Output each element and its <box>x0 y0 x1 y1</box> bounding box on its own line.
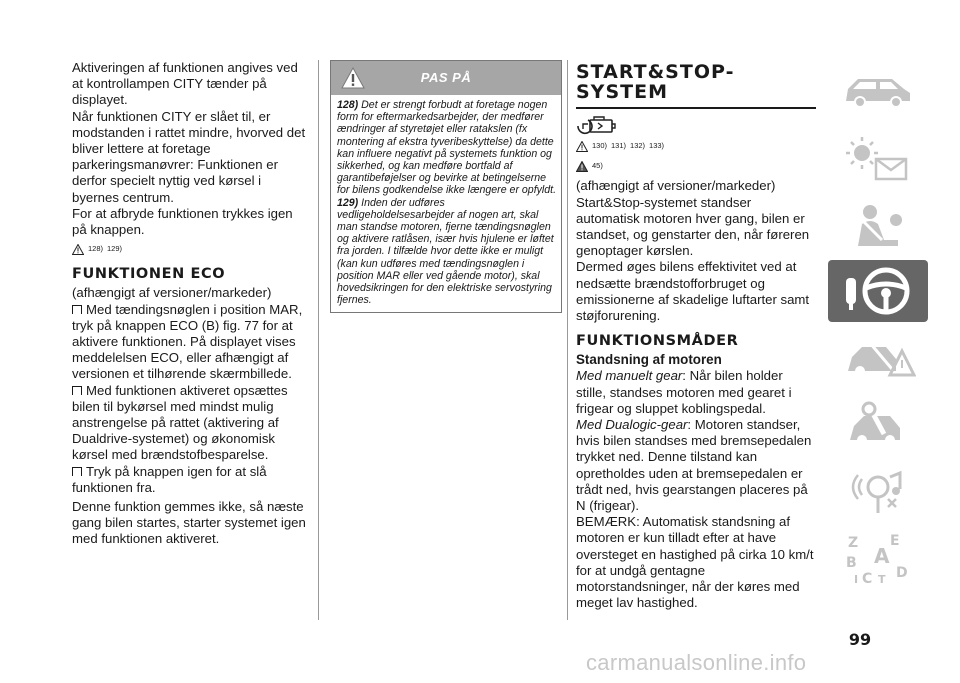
subtitle-versions: (afhængigt af versioner/markeder) <box>72 285 272 301</box>
column-left <box>72 60 310 548</box>
tab-index[interactable] <box>828 528 928 590</box>
warning-header <box>331 61 561 95</box>
heading-operation-modes: FUNKTIONSMÅDER <box>576 333 739 350</box>
start-stop-indicator <box>576 115 816 135</box>
bullet-item <box>72 464 310 496</box>
tab-starting-driving[interactable] <box>828 260 928 322</box>
warning-references <box>576 138 816 154</box>
bullet-item <box>72 302 310 383</box>
tab-emergency[interactable] <box>828 327 928 389</box>
index-letter: E <box>890 532 900 549</box>
manual-gear-text: : Når bilen holder stille, standses motoren med gearet i frigear og sluppet koblingspedal. <box>576 368 792 416</box>
paragraph-dualogic-gear <box>576 417 816 514</box>
warning-triangle-icon <box>576 141 588 152</box>
paragraph-eco-memory: Denne funktion gemmes ikke, så næste gang bilen startes, starter systemet igen med funktionen aktiveret. <box>72 499 306 547</box>
dualogic-gear-text: : Motoren standser, hvis bilen standses med bremsepedalen trykket ned. Denne tilstand kan opretholdes uden at bremsepedalen er trådt ned, hvis gearstangen placeres på N (frigear). <box>576 417 812 514</box>
section-title: START&STOP-SYSTEM <box>576 61 735 103</box>
index-letter: B <box>846 554 857 571</box>
reference-45[interactable]: 45) <box>592 161 603 171</box>
warning-item-128 <box>337 99 557 197</box>
index-letters-icon <box>840 531 916 587</box>
paragraph-city-disable: For at afbryde funktionen trykkes igen på knappen. <box>72 205 293 238</box>
dualogic-gear-label: Med Dualogic-gear <box>576 417 688 433</box>
column-right <box>576 62 816 611</box>
column-middle <box>330 60 562 313</box>
bullet-icon <box>72 467 82 476</box>
tab-warning-lights[interactable] <box>828 127 928 189</box>
breakdown-icon <box>840 333 916 383</box>
manual-gear-label: Med manuelt gear <box>576 368 683 384</box>
bullet-text: Med funktionen aktiveret opsættes bilen til bykørsel med mindst mulig anstrengelse på rattet (aktivering af Dualdrive-systemet) og økonomisk kørsel med brændstofbesparelse. <box>72 382 288 463</box>
warning-title: PAS PÅ <box>420 70 472 85</box>
warning-triangle-icon <box>72 244 84 255</box>
bullet-item <box>72 383 310 464</box>
bullet-text: Med tændingsnøglen i position MAR, tryk på knappen ECO (B) fig. 77 for at aktivere funktionen. På displayet vises meddelelsen ECO, eller afhængigt af versionen et tilhørende skærmbillede. <box>72 301 303 382</box>
warning-number: 129) <box>337 196 359 209</box>
title-underline <box>576 107 816 109</box>
reference-131[interactable]: 131) <box>611 141 627 150</box>
index-letter: C <box>862 570 873 587</box>
car-icon <box>840 71 916 111</box>
reference-130[interactable]: 130) <box>592 141 608 150</box>
warning-text: Det er strengt forbudt at foretage nogen form for eftermarkedsarbejder, der medfører ændringer af styretøjet eller ratakslen (fx montering af ekstra tyveribeskyttelse) da dette kan influere negativt på systemets funktion og sikkerhed, og kan medføre bortfald af garantibeføjelser og bevirke at betingelserne for bilens godkendelse ikke længere er opfyldt. <box>337 99 557 197</box>
bullet-icon <box>72 386 82 395</box>
reference-132[interactable]: 132) <box>630 141 646 150</box>
column-divider <box>567 60 568 620</box>
subheading-engine-stop: Standsning af motoren <box>576 352 722 368</box>
tab-car[interactable] <box>828 60 928 122</box>
column-divider <box>318 60 319 620</box>
bullet-icon <box>72 305 82 314</box>
reference-133[interactable]: 133) <box>649 141 665 150</box>
tab-safety[interactable] <box>828 194 928 256</box>
key-steering-wheel-icon <box>840 264 916 318</box>
multimedia-icon <box>840 465 916 519</box>
caution-references <box>576 158 816 174</box>
paragraph-start-stop-benefits: Dermed øges bilens effektivitet ved at nedsætte brændstofforbruget og emissionerne af skadelige luftarter samt støjforurening. <box>576 259 810 324</box>
warning-number: 128) <box>337 99 359 111</box>
index-letter: D <box>896 564 908 581</box>
warning-box <box>330 60 562 313</box>
chapter-sidebar <box>828 60 928 594</box>
warning-text: Inden der udføres vedligeholdelsesarbejder af nogen art, skal man standse motoren, fjerne tændingsnøglen og aktivere ratlåsen, især hvis hjulene er løftet fra jorden. I tilfælde hvor dette ikke er muligt (kan kun udføres med tændingsnøglen i position MAR eller ved gående motor), skal hovedsikringen for den elektriske servostyring fjernes. <box>337 196 554 307</box>
reference-128[interactable]: 128) <box>88 244 104 254</box>
index-letter: T <box>878 572 886 586</box>
warning-lights-icon <box>840 133 916 183</box>
subtitle-versions: (afhængigt af versioner/markeder) <box>576 178 776 194</box>
heading-eco: FUNKTIONEN ECO <box>72 266 226 283</box>
watermark-text[interactable]: carmanualsonline.info <box>586 650 807 675</box>
paragraph-start-stop-intro: Start&Stop-systemet standser automatisk motoren hver gang, bilen er standset, og genstarter den, når føreren genoptager kørslen. <box>576 194 810 259</box>
paragraph-city-description: Når funktionen CITY er slået til, er modstanden i rattet mindre, hvorved det bliver lettere at foretage parkeringsmanøvrer: Funktionen er derfor specielt nyttig ved kørsel i byernes centrum. <box>72 108 306 205</box>
paragraph-city-indicator: Aktiveringen af funktionen angives ved at kontrollampen CITY tænder på displayet. <box>72 60 298 108</box>
index-letter: I <box>854 572 859 586</box>
paragraph-manual-gear <box>576 368 816 417</box>
seatbelt-person-icon <box>840 200 916 250</box>
warning-body <box>331 95 561 312</box>
index-letter: A <box>874 543 890 568</box>
paragraph-note: BEMÆRK: Automatisk standsning af motoren er kun tilladt efter at have oversteget en hastighed på cirka 10 km/t for at undgå gentagne motorstandsninger, når der køres med meget lav hastighed. <box>576 514 814 611</box>
start-stop-engine-icon <box>576 115 616 135</box>
wrench-car-icon <box>840 400 916 450</box>
tab-multimedia[interactable] <box>828 461 928 523</box>
reference-129[interactable]: 129) <box>107 244 123 254</box>
page-number: 99 <box>848 630 872 649</box>
caution-triangle-icon <box>576 161 588 172</box>
tab-maintenance[interactable] <box>828 394 928 456</box>
bullet-text: Tryk på knappen igen for at slå funktionen fra. <box>72 463 267 495</box>
index-letter: Z <box>848 534 859 551</box>
warning-item-129 <box>337 197 557 307</box>
warning-references <box>72 241 310 257</box>
